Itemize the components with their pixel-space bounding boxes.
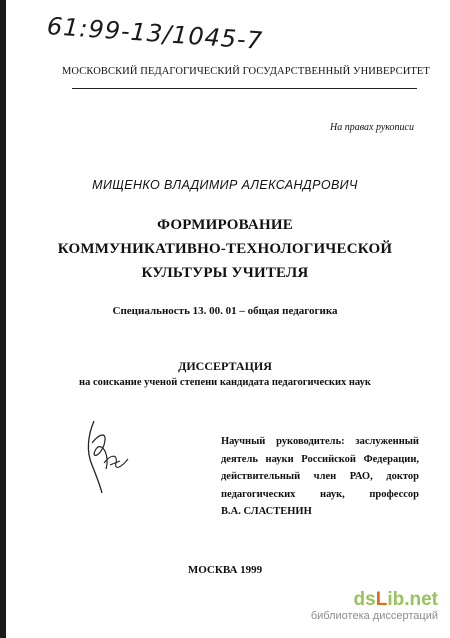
handwritten-signature-icon (80, 415, 132, 495)
dissertation-label: ДИССЕРТАЦИЯ (178, 359, 272, 373)
city-year: МОСКВА 1999 (187, 564, 263, 576)
handwritten-catalog-number: 61:99-13/1045-7 (46, 12, 264, 56)
supervisor-line-4: педагогических наук, профессор (221, 488, 419, 500)
university-name: МОСКОВСКИЙ ПЕДАГОГИЧЕСКИЙ ГОСУДАРСТВЕННЫЙ УНИВЕРСИТЕТ (62, 66, 430, 77)
university-underline (72, 88, 417, 89)
supervisor-line-3: действительный член РАО, доктор (221, 471, 419, 482)
dissertation-title (0, 213, 450, 285)
title-line-2: КОММУНИКАТИВНО-ТЕХНОЛОГИЧЕСКОЙ (57, 241, 393, 257)
supervisor-line-1: Научный руководитель: заслуженный (221, 436, 419, 447)
rights-note: На правах рукописи (330, 122, 414, 133)
watermark-logo: dsLib.net (353, 589, 438, 610)
scan-edge-shadow (0, 0, 6, 638)
author-name: МИЩЕНКО ВЛАДИМИР АЛЕКСАНДРОВИЧ (92, 178, 358, 192)
specialty-line: Специальность 13. 00. 01 – общая педагогика (112, 305, 338, 317)
degree-line: на соискание ученой степени кандидата педагогических наук (79, 377, 371, 388)
supervisor-name: В.А. СЛАСТЕНИН (221, 506, 312, 517)
dslib-watermark (311, 589, 438, 623)
title-line-3: КУЛЬТУРЫ УЧИТЕЛЯ (141, 265, 309, 281)
title-line-1: ФОРМИРОВАНИЕ (157, 217, 293, 233)
supervisor-line-2: деятель науки Российской Федерации, (221, 453, 419, 465)
supervisor-block (221, 433, 419, 521)
watermark-subtitle: библиотека диссертаций (310, 610, 438, 622)
